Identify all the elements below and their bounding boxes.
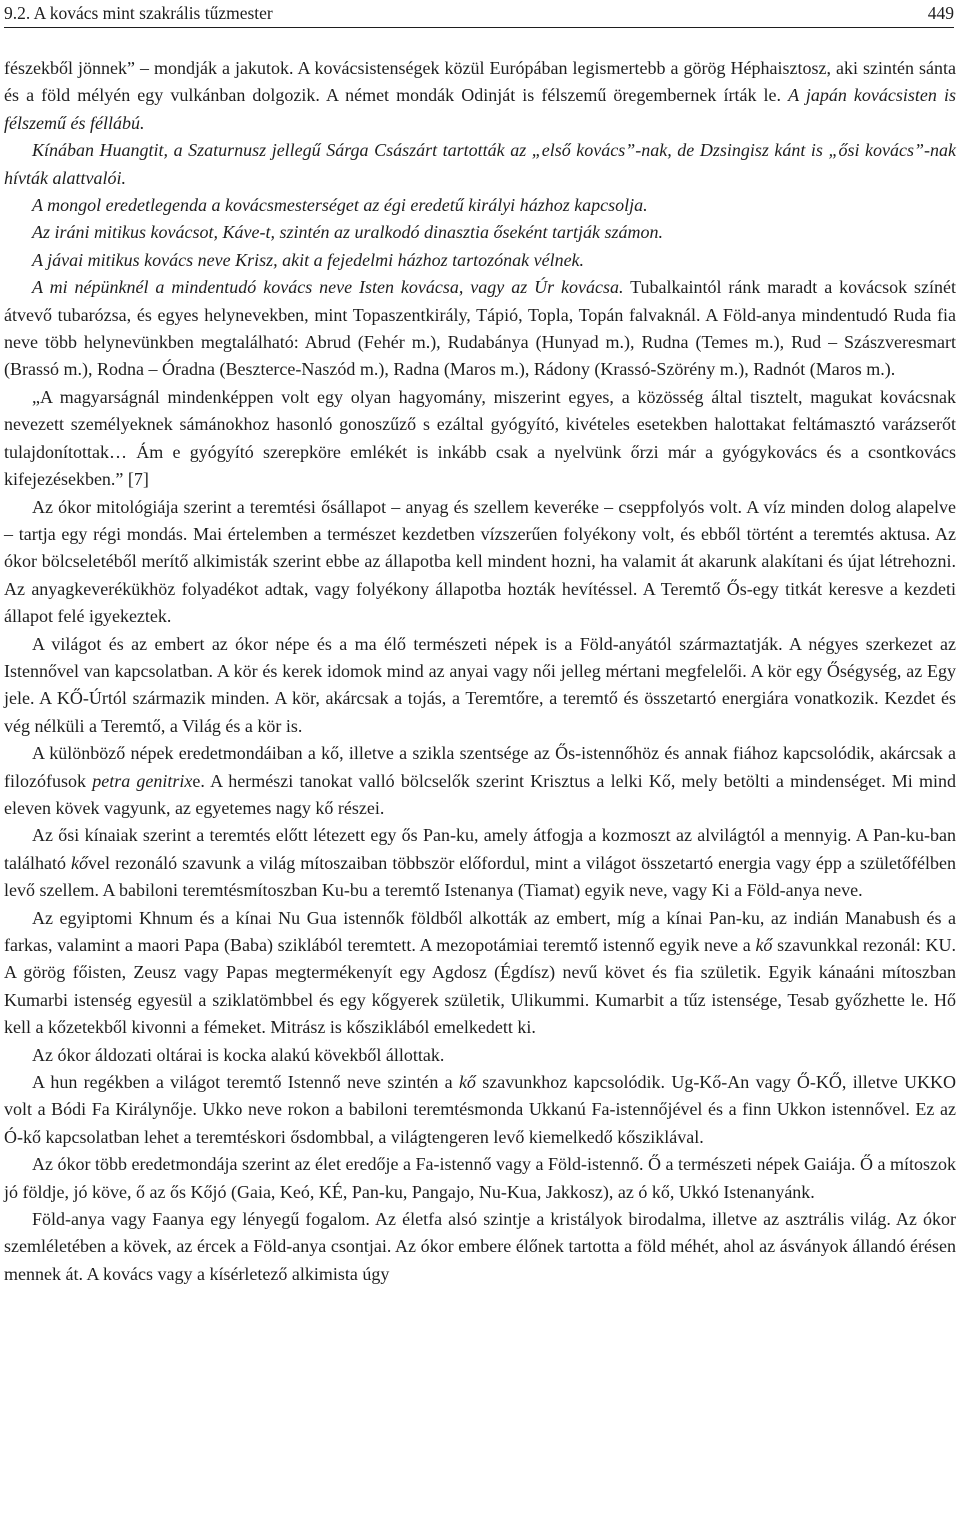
text-run: Föld-anya vagy Faanya egy lényegű fogalom. Az életfa alsó szintje a kristályok birodalma, illetve az asztrális világ. Az ókor szemléletében a kövek, az ércek a Föld-anya csontjai. Az ókor embere élőnek tartotta a föld méhét, ahol az ásványok állandó érésen mennek át. A kovács vagy a kísérletező alkimista úgy: [4, 1209, 956, 1284]
text-run: vel rezonáló szavunk a világ mítoszaiban többször előfordul, mint a világot összetartó energia vagy épp a születőfélben levő szellem. A babiloni teremtésmítoszban Ku-bu a teremtő Istenanya (Tiamat) egyik neve, vagy Ki a Föld-anya neve.: [4, 852, 956, 901]
running-header: [4, 0, 954, 24]
text-run: Kínában Huangtit, a Szaturnusz jellegű Sárga Császárt tartották az „első kovács”-nak, de Dzsingisz kánt is „ősi kovács”-nak hívták alattvalói.: [4, 140, 956, 188]
italic-text: petra genitrix: [92, 770, 193, 791]
paragraph: [4, 247, 956, 274]
paragraph: [4, 137, 956, 192]
italic-text: kő: [755, 935, 773, 955]
paragraph: [4, 631, 956, 741]
paragraph: [4, 192, 956, 219]
section-title: 9.2. A kovács mint szakrális tűzmester: [4, 3, 273, 23]
paragraph: [4, 1206, 956, 1288]
text-run: szavunkhoz kapcsolódik. Ug-Kő-An vagy Ő-KŐ, illetve UKKO volt a Bódi Fa Királynője. Ukko neve rokon a babiloni teremtésmonda Ukkanú Fa-istennőjével és a finn Ukkon istennővel. Ez az Ó-kő kapcsolatban lehet a teremtéskori ősdombbal, a világtengeren levő kiemelkedő kősziklával.: [4, 1072, 956, 1147]
paragraph: [4, 494, 956, 631]
paragraph: [4, 384, 956, 494]
paragraph: [4, 219, 956, 246]
text-run: A mongol eredetlegenda a kovácsmesterséget az égi eredetű királyi házhoz kapcsolja.: [32, 195, 648, 216]
text-run: fészekből jönnek” – mondják a jakutok. A kovácsistenségek közül Európában legismertebb a görög Héphaisztosz, aki szintén sánta és a föld mélyén egy vulkánban dolgozik. A német mondák Odinját is félszemű öregembernek írták le.: [4, 58, 956, 106]
text-run: Az ősi kínaiak szerint a teremtés előtt létezett egy ős Pan-ku, amely átfogja a kozmoszt az alvilágtól a mennyig. A Pan-ku-ban található: [4, 825, 956, 873]
paragraph: [4, 55, 956, 137]
text-run: A világot és az embert az ókor népe és a ma élő természeti népek is a Föld-anyától származtatják. A négyes szerkezet az Istennővel van kapcsolatban. A kör és kerek idomok mind az anyai vagy női jelleg mértani megfelelői. A kör egy Őségység, az Egy jele. A KŐ-Úrtól származik minden. A kör, akárcsak a tojás, a Teremtőre, a teremtő és összetartó energiára vonatkozik. Kezdet és vég nélküli a Teremtő, a Világ és a kör is.: [4, 633, 956, 736]
italic-text: kő: [458, 1072, 476, 1093]
header-rule: [4, 27, 954, 28]
italic-text: A japán kovácsisten is félszemű és féllábú.: [4, 85, 956, 133]
text-run: Tubalkaintól ránk maradt a kovácsok színét átvevő tubarózsa, és egyes helynevekben, mint Topaszentkirály, Tápió, Topla, Topán falvaknál. A Föld-anya mindentudó Ruda fia neve több helynevünkben megtalálható: Abrud (Fehér m.), Rudabánya (Hunyad m.), Rudna (Temes m.), Rud – Szászveresmart (Brassó m.), Rodna – Óradna (Beszterce-Naszód m.), Radna (Maros m.), Rádony (Krassó-Szörény m.), Radnót (Maros m.).: [4, 277, 957, 380]
paragraph: [4, 822, 956, 904]
paragraph: [4, 274, 956, 384]
text-run: A jávai mitikus kovács neve Krisz, akit a fejedelmi házhoz tartozónak vélnek.: [32, 249, 585, 270]
text-run: e. A hermészi tanokat valló bölcselők szerint Krisztus a lelki Kő, mely betölti a mindenséget. Mi mind eleven kövek vagyunk, az egyetemes nagy kő részei.: [4, 770, 957, 818]
text-run: Az ókor mitológiája szerint a teremtési ősállapot – anyag és szellem keveréke – cseppfolyós volt. A víz minden dolog alapelve – tartja egy régi mondás. Mai értelemben a természet kezdetben vízszerűen folyékony volt, és ebből történt a teremtés aktusa. Az ókor bölcseletéből merítő alkimisták szerint ebbe az állapotba kell mindent hozni, ha valamit át akarunk alakítani és újat létrehozni. Az anyagkeverékükhöz folyadékot adtak, vagy folyékony állapotba hozták hevítéssel. A Teremtő Ős-egy titkát keresve a kezdeti állapot felé igyekeztek.: [4, 496, 956, 627]
paragraph: [4, 1069, 956, 1151]
text-run: Az ókor több eredetmondája szerint az élet eredője a Fa-istennő vagy a Föld-istennő. Ő a természeti népek Gaiája. Ő a mítoszok jó földje, jó köve, ő az ős Kőjó (Gaia, Keó, KÉ, Pan-ku, Pangajo, Nu-Kua, Jakkosz), az ó kő, Ukkó Istenanyánk.: [4, 1154, 956, 1202]
italic-text: kő: [71, 852, 89, 873]
page-number: 449: [927, 3, 954, 23]
text-run: „A magyarságnál mindenképpen volt egy olyan hagyomány, miszerint egyes, a közösség által tisztelt, magukat kovácsnak nevezett személyeknek sámánokhoz hasonló gonoszűző s ezáltal gyógyító, kivételes esetekben halottakat feltámasztó varázserőt tulajdonítottak… Ám e gyógyító szerepköre emlékét is inkább csak a nyelvünk őrzi már a gyógykovács és a csontkovács kifejezésekben.” [7]: [4, 386, 956, 490]
text-run: szavunkkal rezonál: KU. A görög főisten, Zeusz vagy Papas megtermékenyít egy Agdosz (Égdísz) nevű követ és fia születik. Egyik kánaáni mítoszban Kumarbi istenség egyesül a sziklatömbbel és egy kőgyerek születik, Ulikummi. Kumarbit a tűz istensége, Tesab győzhette le. Hő kell a kőzetekből kivonni a fémeket. Mitrász is kősziklából emelkedett ki.: [4, 935, 957, 1038]
paragraph: [4, 740, 956, 822]
italic-text: A mi népünknél a mindentudó kovács neve Isten kovácsa, vagy az Úr kovácsa.: [32, 277, 624, 298]
paragraph: [4, 905, 956, 1042]
text-run: A különböző népek eredetmondáiban a kő, illetve a szikla szentsége az Ős-istennőhöz és annak fiához kapcsolódik, akárcsak a filozófusok: [4, 743, 956, 791]
paragraph: [4, 1042, 956, 1069]
text-run: Az ókor áldozati oltárai is kocka alakú kövekből állottak.: [32, 1044, 445, 1065]
text-run: Az egyiptomi Khnum és a kínai Nu Gua istennők földből alkották az embert, míg a kínai Pan-ku, az indián Manabush és a farkas, valamint a maori Papa (Baba) sziklából teremtett. A mezopotámiai teremtő istennő egyik neve a: [4, 907, 956, 955]
text-run: A hun regékben a világot teremtő Istennő neve szintén a: [32, 1072, 459, 1093]
body-text: [4, 55, 956, 1288]
paragraph: [4, 1151, 956, 1206]
text-run: Az iráni mitikus kovácsot, Káve-t, szintén az uralkodó dinasztia őseként tartják számon.: [32, 222, 663, 243]
